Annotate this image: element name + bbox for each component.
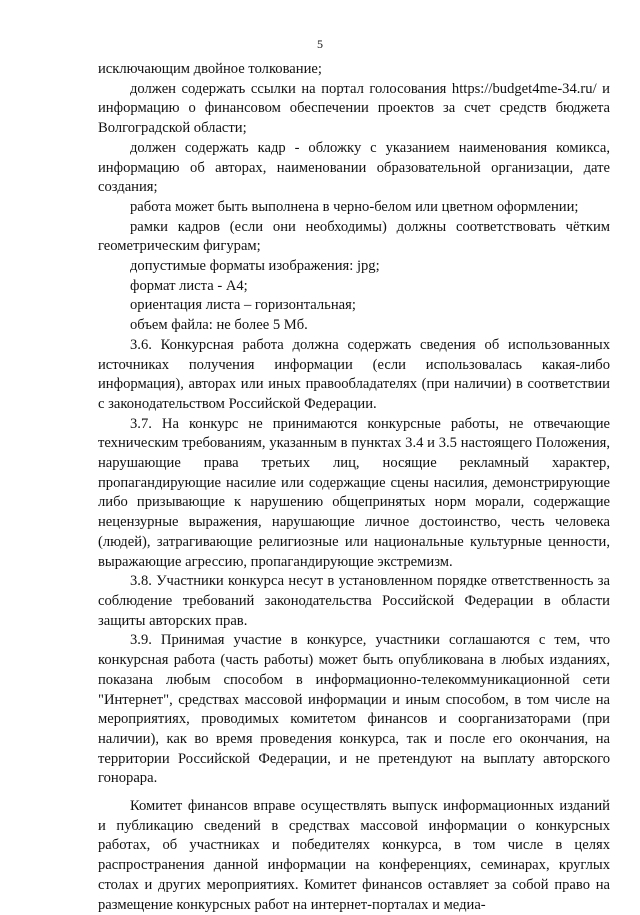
requirement-color: работа может быть выполнена в черно-белом или цветном оформлении;	[130, 198, 579, 215]
requirement-cover-frame: должен содержать кадр - обложку с указанием наименования комикса, информацию об авторах, наименовании образовательной организации, дате создания;	[98, 139, 610, 196]
requirement-sheet-format: формат листа - А4;	[130, 277, 248, 294]
clause-3-9: 3.9. Принимая участие в конкурсе, участники соглашаются с тем, что конкурсная работа (часть работы) может быть опубликована в любых изданиях, показана любым способом в информационно-телекоммуникационной сети "Интернет", средствах массовой информации и иным способом, в том числе на мероприятиях, проводимых комитетом финансов и соорганизаторами (при наличии), как во время проведения конкурса, так и после его окончания, на территории Российской Федерации, и не претендуют на выплату авторского гонорара.	[98, 632, 610, 787]
requirement-portal-link: должен содержать ссылки на портал голосования https://budget4me-34.ru/ и информацию о финансовом обеспечении проектов за счет средств бюджета Волгоградской области;	[98, 80, 610, 137]
document-body	[98, 60, 610, 915]
requirement-file-size: объем файла: не более 5 Мб.	[130, 317, 308, 334]
requirement-frame-shapes: рамки кадров (если они необходимы) должны соответствовать чётким геометрическим фигурам;	[98, 218, 610, 255]
clause-3-8: 3.8. Участники конкурса несут в установленном порядке ответственность за соблюдение требований законодательства Российской Федерации в области защиты авторских прав.	[98, 573, 610, 629]
clause-3-7: 3.7. На конкурс не принимаются конкурсные работы, не отвечающие техническим требованиям, указанным в пунктах 3.4 и 3.5 настоящего Положения, нарушающие права третьих лиц, носящие рекламный характер, пропагандирующие насилие или содержащие сцены насилия, демонстрирующие либо призывающие к нарушению общепринятых норм морали, содержащие нецензурные выражения, нарушающие личное достоинство, честь человека (людей), затрагивающие религиозные или национальные культурные ценности, выражающие агрессию, пропагандирующие экстремизм.	[98, 415, 610, 570]
requirement-image-format: допустимые форматы изображения: jpg;	[130, 258, 380, 275]
clause-3-6: 3.6. Конкурсная работа должна содержать сведения об использованных источниках получения информации (если использовалась какая-либо информация), авторах или иных правообладателях (при наличии) в соответствии с законодательством Российской Федерации.	[98, 336, 610, 412]
paragraph-continuation: исключающим двойное толкование;	[98, 61, 322, 77]
paragraph-committee-rights: Комитет финансов вправе осуществлять выпуск информационных изданий и публикацию сведений в средствах массовой информации о конкурсных работах, об участниках и победителях конкурса, в том числе в целях распространения данной информации на конференциях, семинарах, круглых столах и других мероприятиях. Комитет финансов оставляет за собой право на размещение конкурсных работ на интернет-порталах и медиа-	[98, 798, 610, 913]
page-number: 5	[317, 37, 323, 51]
requirement-orientation: ориентация листа – горизонтальная;	[130, 297, 356, 314]
